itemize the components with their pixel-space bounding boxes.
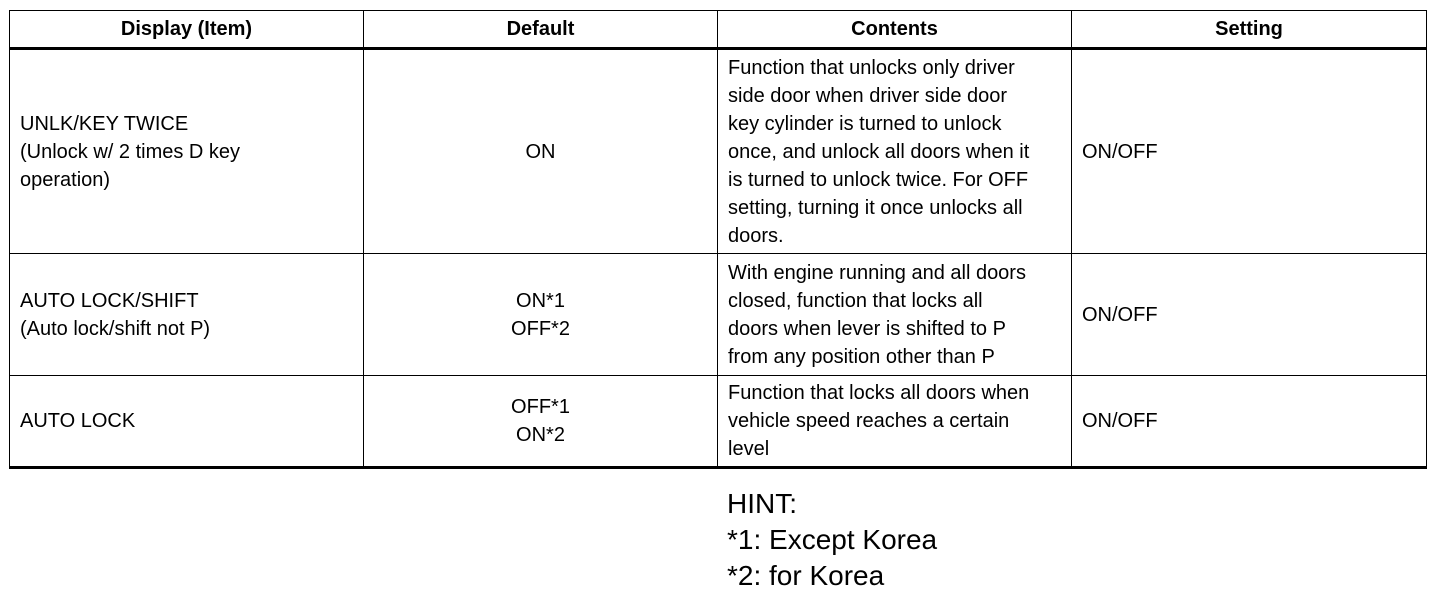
hint-note: *1: Except Korea — [727, 524, 938, 555]
display-item-line: operation) — [20, 168, 111, 191]
contents-line: With engine running and all doors — [728, 261, 1026, 284]
contents-line: closed, function that locks all — [728, 289, 983, 312]
display-item-cell — [10, 376, 364, 468]
hint-block — [727, 486, 937, 594]
display-item-line: (Auto lock/shift not P) — [20, 317, 211, 340]
contents-cell — [718, 254, 1072, 376]
contents-line: level — [728, 438, 770, 460]
customization-table — [9, 10, 1427, 469]
hint-title: HINT: — [727, 488, 797, 519]
setting-cell: ON/OFF — [1072, 49, 1427, 254]
contents-line: once, and unlock all doors when it — [728, 140, 1030, 163]
header-setting: Setting — [1072, 11, 1427, 49]
contents-line: vehicle speed reaches a certain — [728, 410, 1010, 432]
table-row — [10, 49, 1427, 254]
header-default: Default — [364, 11, 718, 49]
contents-line: Function that unlocks only driver — [728, 56, 1015, 79]
contents-cell — [718, 376, 1072, 468]
setting-cell: ON/OFF — [1072, 254, 1427, 376]
default-line: OFF*1 — [511, 396, 570, 418]
default-cell — [364, 376, 718, 468]
contents-line: is turned to unlock twice. For OFF — [728, 168, 1029, 191]
setting-cell: ON/OFF — [1072, 376, 1427, 468]
display-item-cell — [10, 254, 364, 376]
hint-note: *2: for Korea — [727, 560, 885, 591]
default-line: ON*1 — [516, 289, 565, 312]
display-item-cell — [10, 49, 364, 254]
table-row — [10, 376, 1427, 468]
contents-line: setting, turning it once unlocks all — [728, 196, 1023, 219]
contents-line: doors. — [728, 224, 784, 247]
default-cell — [364, 49, 718, 254]
default-line: ON — [525, 140, 556, 163]
header-display-item: Display (Item) — [10, 11, 364, 49]
default-line: OFF*2 — [511, 317, 570, 340]
header-contents: Contents — [718, 11, 1072, 49]
contents-line: from any position other than P — [728, 345, 995, 368]
contents-line: key cylinder is turned to unlock — [728, 112, 1002, 135]
display-item-line: UNLK/KEY TWICE — [20, 112, 189, 135]
default-line: ON*2 — [516, 424, 565, 446]
display-item-line: (Unlock w/ 2 times D key — [20, 140, 241, 163]
display-item-line: AUTO LOCK — [20, 410, 136, 432]
default-cell — [364, 254, 718, 376]
contents-line: side door when driver side door — [728, 84, 1008, 107]
contents-cell — [718, 49, 1072, 254]
contents-line: doors when lever is shifted to P — [728, 317, 1006, 340]
display-item-line: AUTO LOCK/SHIFT — [20, 289, 199, 312]
table-header-row — [10, 11, 1427, 49]
table-row — [10, 254, 1427, 376]
contents-line: Function that locks all doors when — [728, 382, 1030, 404]
